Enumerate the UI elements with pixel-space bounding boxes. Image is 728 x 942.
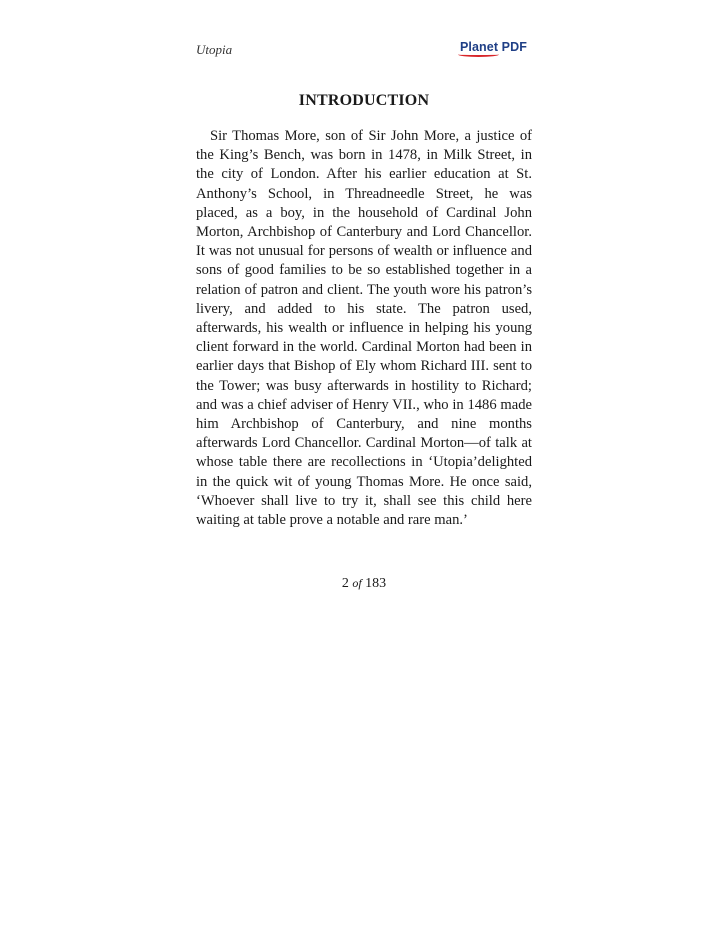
page-number <box>196 576 532 592</box>
brand-text: Planet PDF <box>460 40 527 54</box>
total-pages: 183 <box>365 576 387 591</box>
section-heading: INTRODUCTION <box>298 92 430 109</box>
current-page: 2 <box>341 576 349 591</box>
logo-swoosh-icon <box>458 52 499 57</box>
page-of-label: of <box>352 576 362 590</box>
body-paragraph: Sir Thomas More, son of Sir John More, a justice of the King’s Bench, was born in 1478, in Milk Street, in the city of London. After his earlier education at St. Anthony’s School, in Threadneedle Street, he was placed, as a boy, in the household of Cardinal John Morton, Archbishop of Canterbury and Lord Chancellor. It was not unusual for persons of wealth or influence and sons of good families to be so established together in a relation of patron and client. The youth wore his patron’s livery, and added to his state. The patron used, afterwards, his wealth or influence in helping his young client forward in the world. Cardinal Morton had been in earlier days that Bishop of Ely whom Richard III. sent to the Tower; was busy afterwards in hostility to Richard; and was a chief adviser of Henry VII., who in 1486 made him Archbishop of Canterbury, and nine months afterwards Lord Chancellor. Cardinal Morton—of talk at whose table there are recollections in ‘Utopia’delighted in the quick wit of young Thomas More. He once said, ‘Whoever shall live to try it, shall see this child here waiting at table prove a notable and rare man.’ <box>196 128 532 529</box>
page-header <box>196 40 532 60</box>
planet-pdf-logo <box>460 40 527 54</box>
running-title: Utopia <box>196 42 233 57</box>
